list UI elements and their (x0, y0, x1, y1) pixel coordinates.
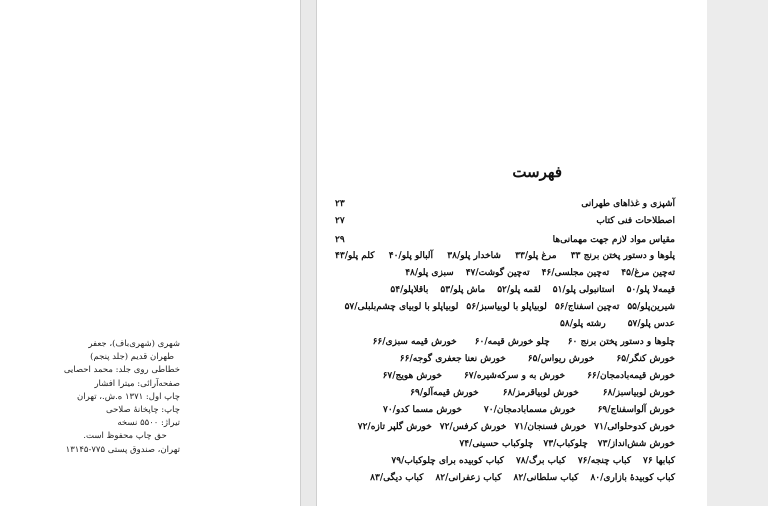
toc-entry[interactable]: خورش آلواسفناج/۶۹ (597, 405, 675, 415)
toc-row (335, 282, 675, 298)
right-page (316, 0, 708, 506)
toc-entry[interactable]: کباب چنجه/۷۶ (577, 456, 632, 466)
table-of-contents (317, 0, 707, 506)
toc-entry[interactable]: باقلاپلو/۵۴ (390, 285, 429, 295)
toc-entry[interactable]: استانبولی پلو/۵۱ (552, 285, 615, 295)
toc-entry[interactable]: شاخدار پلو/۳۸ (447, 251, 501, 261)
toc-row (335, 436, 675, 452)
toc-entry[interactable]: رشته پلو/۵۸ (560, 319, 606, 329)
toc-entry[interactable]: آلبالو پلو/۴۰ (388, 251, 434, 261)
colophon-line: تهران، صندوق پستی ۷۷۵-۱۳۱۴۵ (65, 444, 180, 455)
toc-section-page: ۲۷ (335, 216, 345, 226)
colophon-line: شهری (شهری‌باف)، جعفر (88, 339, 180, 349)
toc-row (335, 385, 675, 401)
toc-entry[interactable]: مرغ پلو/۳۳ (515, 251, 557, 261)
toc-entry[interactable]: ته‌چین مجلسی/۴۶ (541, 268, 610, 278)
toc-section-page: ۲۳ (335, 199, 345, 209)
toc-entry[interactable]: لقمه پلو/۵۲ (497, 285, 541, 295)
toc-entry[interactable]: شیرین‌پلو/۵۵ (627, 302, 675, 312)
toc-entry[interactable]: کباب سلطانی/۸۲ (513, 473, 579, 483)
toc-entry[interactable]: خورش قیمه‌بادمجان/۶۶ (587, 371, 675, 381)
toc-entry[interactable]: چلوها و دستور پختن برنج ۶۰ (567, 337, 675, 347)
toc-entry[interactable]: کباب دیگی/۸۳ (370, 473, 424, 483)
toc-section[interactable] (335, 196, 675, 212)
colophon-line: حق چاپ محفوظ است. (83, 431, 167, 442)
colophon-line: صفحه‌آرائی: میترا افشار (94, 378, 180, 389)
toc-row (335, 419, 675, 435)
toc-entry[interactable]: خورش به و سرکه‌شیره/۶۷ (463, 371, 566, 381)
toc-entry[interactable]: لوبیاپلو با لوبیای چشم‌بلبلی/۵۷ (344, 302, 459, 312)
toc-title: فهرست (512, 163, 562, 181)
toc-section-label: آشپزی و غذاهای طهرانی (581, 199, 675, 209)
toc-row (335, 299, 675, 315)
toc-entry[interactable]: خورش قیمه سبزی/۶۶ (372, 337, 457, 347)
toc-entry[interactable]: خورش قیمه‌آلو/۶۹ (410, 388, 479, 398)
toc-entry[interactable]: کباب برگ/۷۸ (515, 456, 566, 466)
toc-row (335, 351, 675, 367)
toc-row (335, 316, 675, 332)
toc-entry[interactable]: ته‌چین گوشت/۴۷ (465, 268, 530, 278)
toc-section[interactable] (335, 232, 675, 248)
toc-section-label: مقیاس مواد لازم جهت مهمانی‌ها (552, 235, 675, 245)
toc-entry[interactable]: قیمه‌لا پلو/۵۰ (626, 285, 675, 295)
toc-entry[interactable]: چلوکباب حسینی/۷۴ (459, 439, 534, 449)
toc-entry[interactable]: خورش گلپر تازه/۷۲ (357, 422, 432, 432)
toc-entry[interactable]: چلوکباب/۷۳ (543, 439, 588, 449)
toc-entry[interactable]: خورش هویج/۶۷ (382, 371, 442, 381)
toc-entry[interactable]: خورش کرفس/۷۲ (439, 422, 507, 432)
toc-entry[interactable]: لوبیاپلو با لوبیاسبز/۵۶ (466, 302, 547, 312)
toc-entry[interactable]: کباب کوبیدهٔ بازاری/۸۰ (590, 473, 675, 483)
toc-entry[interactable]: خورش نعنا جعفری گوجه/۶۶ (399, 354, 506, 364)
page-gap (301, 0, 316, 506)
toc-row (335, 334, 675, 350)
toc-row (335, 402, 675, 418)
toc-row (335, 265, 675, 281)
toc-entry[interactable]: خورش کدوحلوائی/۷۱ (594, 422, 675, 432)
viewer-background (707, 0, 768, 506)
toc-entry[interactable]: ماش پلو/۵۳ (440, 285, 486, 295)
toc-row (335, 470, 675, 486)
toc-row (335, 248, 675, 264)
toc-entry[interactable]: خورش شش‌انداز/۷۳ (597, 439, 675, 449)
toc-entry[interactable]: ته‌چین اسفناج/۵۶ (554, 302, 620, 312)
toc-entry[interactable]: خورش مسمابادمجان/۷۰ (483, 405, 576, 415)
toc-entry[interactable]: خورش لوبیاقرمز/۶۸ (502, 388, 579, 398)
toc-entry[interactable]: سبزی پلو/۴۸ (405, 268, 454, 278)
colophon-line: چاپ: چاپخانهٔ صلاحی (106, 405, 180, 416)
toc-section-label: اصطلاحات فنی کتاب (596, 216, 675, 226)
left-page (0, 0, 301, 506)
colophon-line: خطاطی روی جلد: محمد احصایی (63, 365, 180, 376)
toc-entry[interactable]: پلوها و دستور پختن برنج ۳۳ (570, 251, 675, 261)
toc-row (335, 368, 675, 384)
toc-section[interactable] (335, 213, 675, 229)
colophon-line: تیراژ: ۵۵۰۰ نسخه (117, 418, 180, 429)
toc-entry[interactable]: چلو خورش قیمه/۶۰ (474, 337, 550, 347)
toc-entry[interactable]: خورش کنگر/۶۵ (616, 354, 675, 364)
toc-entry[interactable]: کباب کوبیده برای چلوکباب/۷۹ (391, 456, 504, 466)
colophon-line: چاپ اول: ۱۳۷۱ ه.ش.، تهران (77, 391, 180, 402)
toc-entry[interactable]: خورش فسنجان/۷۱ (514, 422, 587, 432)
toc-entry[interactable]: خورش لوبیاسبز/۶۸ (602, 388, 675, 398)
toc-entry[interactable]: عدس پلو/۵۷ (627, 319, 675, 329)
toc-entry[interactable]: کبابها ۷۶ (643, 456, 675, 466)
toc-entry[interactable]: کباب زعفرانی/۸۲ (435, 473, 502, 483)
toc-row (335, 453, 675, 469)
colophon (63, 338, 180, 457)
toc-section-page: ۲۹ (335, 235, 345, 245)
colophon-line: طهران قدیم (جلد پنجم) (90, 352, 174, 363)
toc-entry[interactable]: کلم پلو/۴۳ (335, 251, 375, 261)
toc-entry[interactable]: ته‌چین مرغ/۴۵ (621, 268, 675, 278)
toc-entry[interactable]: خورش مسما کدو/۷۰ (383, 405, 462, 415)
toc-entry[interactable]: خورش ریواس/۶۵ (527, 354, 595, 364)
